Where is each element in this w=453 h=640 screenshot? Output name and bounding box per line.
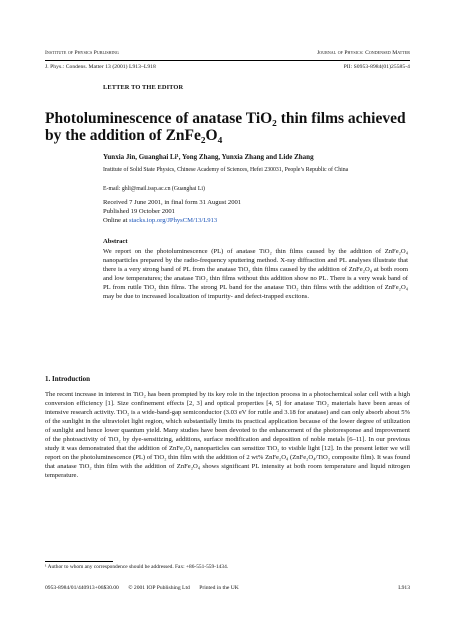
received-date: Received 7 June 2001, in final form 31 August 2001 [103,199,242,206]
header-rule [45,60,410,61]
page-number: L913 [398,585,410,591]
abstract-heading: Abstract [103,238,128,245]
footnote-rule [45,561,113,562]
paper-title: Photoluminescence of anatase TiO₂ thin films achieved by the addition of ZnFe₂O₄ [45,110,406,144]
letter-label: LETTER TO THE EDITOR [103,84,184,91]
email: E-mail: ghli@mail.issp.ac.cn (Guanghai Li) [103,186,205,192]
footer-issn: 0953-8984/01/440913+06$30.00 [45,585,119,591]
footer [45,585,247,591]
published-date: Published 19 October 2001 [103,208,175,215]
introduction-text: The recent increase in interest in TiO₂ has been prompted by its key role in the injection process in a photochemical solar cell with a high conversion efficiency [1]. Size confinement effects [2, 3] and optical properties [4, 5] for anatase TiO₂ materials have been areas of intensive research activity. TiO₂ is a wide-band-gap semiconductor (3.03 eV for rutile and 3.18 for anatase) and can only absorb about 5% of the sunlight in the ultraviolet light region, which substantially limits its practical application because of the lower degree of utilization of sunlight and hence lower quantum yield. Many studies have been devoted to the enhancement of the photoresponse and improvement of the photoactivity of TiO₂ by dye-sensitizing, additions, surface modification and deposition of noble metals [6–11]. In our previous study it was demonstrated that the addition of ZnFe₂O₄ nanoparticles can sensitize TiO₂ to visible light [12]. In the present letter we will report on the photoluminescence (PL) of TiO₂ thin film with the addition of 2 wt% ZnFe₂O₄ (ZnFe₂O₄/TiO₂ composite film). It was found that anatase TiO₂ thin film with the addition of ZnFe₂O₄ shows significant PL intensity at both room temperature and liquid nitrogen temperature. [45,391,410,479]
online-line [103,216,403,225]
publisher-name: Institute of Physics Publishing [45,50,119,56]
pii: PII: S0953-8984(01)25585-4 [343,64,410,70]
abstract-text: We report on the photoluminescence (PL) of anatase TiO₂ thin films caused by the addition of ZnFe₂O₄ nanoparticles prepared by the radio-frequency sputtering method. X-ray diffraction and PL analyses illustrate that there is a very strong band of PL from the anatase TiO₂ thin films caused by the addition of ZnFe₂O₄ at both room and low temperatures; the anatase TiO₂ thin films without this addition show no PL. There is a very weak band of PL from rutile TiO₂ thin films. The strong PL band for the anatase TiO₂ thin films with the addition of ZnFe₂O₄ may be due to increased localization of impurity- and defect-trapped excitons. [103,247,408,300]
footer-printed: Printed in the UK [199,585,239,591]
footnote: ¹ Author to whom any correspondence should be addressed. Fax: +86-551-559-1434. [45,564,229,570]
publication-dates [103,198,403,225]
footer-copyright: © 2001 IOP Publishing Ltd [128,585,190,591]
journal-name: Journal of Physics: Condensed Matter [317,50,410,56]
affiliation: Institute of Solid State Physics, Chinese Academy of Sciences, Hefei 230031, People’s Republic of China [103,167,349,173]
online-prefix: Online at [103,217,130,224]
citation: J. Phys.: Condens. Matter 13 (2001) L913–L918 [45,64,156,70]
authors: Yunxia Jin, Guanghai Li¹, Yong Zhang, Yunxia Zhang and Lide Zhang [103,153,314,161]
online-link[interactable]: stacks.iop.org/JPhysCM/13/L913 [129,217,218,224]
abstract [103,238,408,302]
section-heading: 1. Introduction [45,375,90,383]
